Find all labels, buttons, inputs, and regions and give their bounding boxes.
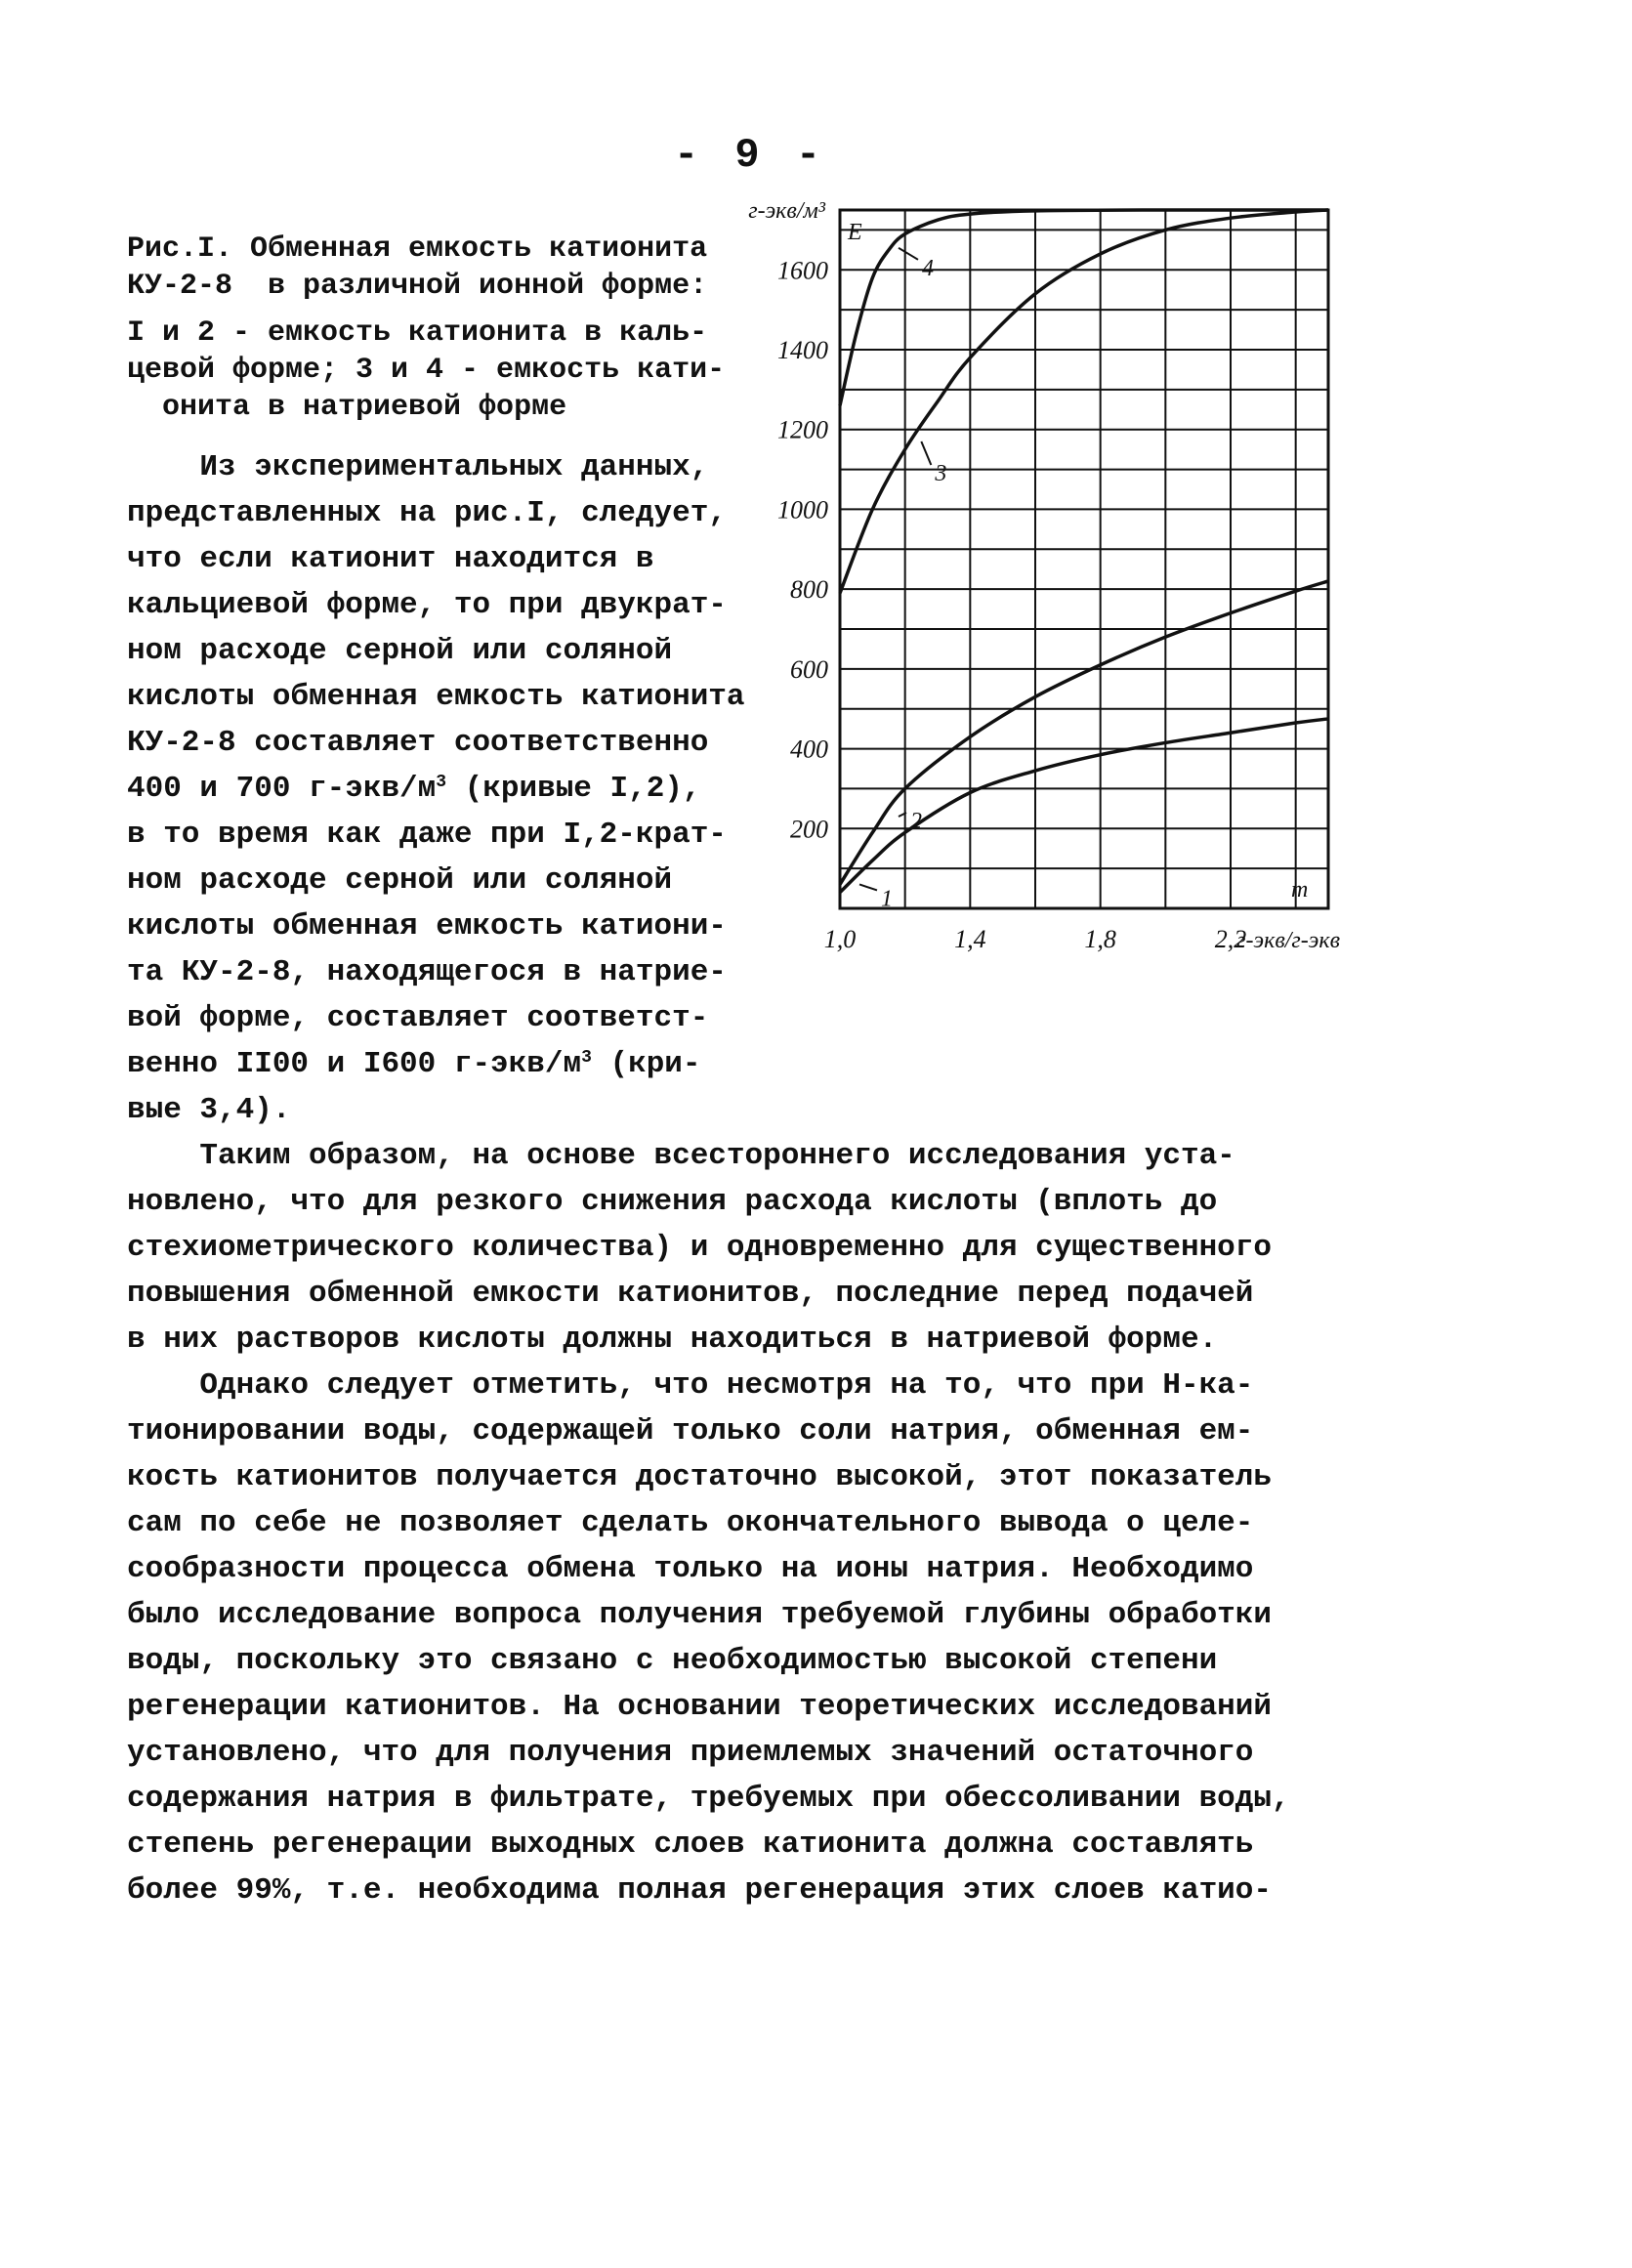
curve-label-2: 2 <box>910 809 922 835</box>
text-line: ном расходе серной или соляной <box>127 634 673 668</box>
figure-caption <box>127 231 752 426</box>
text-line: в то время как даже при I,2-крат- <box>127 818 727 852</box>
y-axis-unit: г-экв/м³ <box>748 198 825 224</box>
caption-line: онита в натриевой форме <box>127 391 567 424</box>
y-axis-symbol: E <box>848 220 862 245</box>
text-fragment: 400 и 700 г-экв/м <box>127 772 437 806</box>
y-tick-label: 1600 <box>777 256 828 285</box>
text-line: сообразности процесса обмена только на ионы натрия. Необходимо <box>127 1552 1254 1586</box>
text-line: степень регенерации выходных слоев катионита должна составлять <box>127 1827 1254 1862</box>
curve-2 <box>840 581 1328 885</box>
text-line: вой форме, составляет соответст- <box>127 1001 709 1035</box>
curve-label-leader <box>921 441 931 465</box>
caption-line: Рис.I. Обменная емкость катионита <box>127 232 708 266</box>
y-tick-label: 800 <box>790 575 828 605</box>
curve-label-leader <box>899 248 918 260</box>
text-line: та КУ-2-8, находящегося в натрие- <box>127 955 727 989</box>
text-line: сам по себе не позволяет сделать окончательного вывода о целе- <box>127 1506 1254 1540</box>
text-line: тионировании воды, содержащей только соли натрия, обменная ем- <box>127 1414 1254 1449</box>
text-line: было исследование вопроса получения требуемой глубины обработки <box>127 1598 1272 1632</box>
x-tick-label: 2,2 <box>1214 925 1247 953</box>
curve-label-leader <box>859 884 877 890</box>
text-line: вые 3,4). <box>127 1093 291 1127</box>
intro-paragraph <box>127 444 772 1133</box>
text-line: содержания натрия в фильтрате, требуемых при обессоливании воды, <box>127 1782 1290 1816</box>
chart-svg <box>723 186 1387 996</box>
curve-label-4: 4 <box>922 255 934 281</box>
superscript: 3 <box>581 1048 592 1068</box>
curve-4 <box>840 210 1328 405</box>
curve-label-3: 3 <box>935 460 947 486</box>
y-tick-label: 1200 <box>777 415 828 444</box>
x-axis-symbol: m <box>1291 877 1309 903</box>
curve-label-1: 1 <box>881 886 893 912</box>
text-line: стехиометрического количества) и одновременно для существенного <box>127 1231 1272 1265</box>
x-tick-label: 1,0 <box>823 925 857 953</box>
text-line: кость катионитов получается достаточно высокой, этот показатель <box>127 1460 1272 1494</box>
text-line: Из экспериментальных данных, <box>127 450 709 484</box>
page-number: - 9 - <box>674 132 827 179</box>
caption-line: I и 2 - емкость катионита в каль- <box>127 316 708 350</box>
y-tick-label: 1400 <box>777 336 828 364</box>
text-fragment: (кривые I,2), <box>446 772 701 806</box>
y-tick-label: 600 <box>790 654 828 684</box>
text-line: воды, поскольку это связано с необходимостью высокой степени <box>127 1644 1218 1678</box>
text-line: КУ-2-8 составляет соответственно <box>127 726 709 760</box>
text-line: кислоты обменная емкость катиони- <box>127 909 727 944</box>
text-line: ном расходе серной или соляной <box>127 863 673 898</box>
text-line: новлено, что для резкого снижения расхода кислоты (вплоть до <box>127 1185 1218 1219</box>
caption-line: цевой форме; 3 и 4 - емкость кати- <box>127 354 726 387</box>
text-line: регенерации катионитов. На основании теоретических исследований <box>127 1690 1272 1724</box>
curve-3 <box>840 210 1328 593</box>
curve-1 <box>840 719 1328 893</box>
x-tick-label: 1,4 <box>954 925 986 953</box>
y-tick-label: 200 <box>790 815 828 844</box>
y-tick-label: 1000 <box>777 495 828 525</box>
text-line <box>127 1041 772 1087</box>
x-tick-label: 1,8 <box>1084 925 1116 953</box>
text-fragment: венно II00 и I600 г-экв/м <box>127 1047 582 1081</box>
text-line: представленных на рис.I, следует, <box>127 496 727 530</box>
plot-frame <box>840 210 1328 908</box>
body-text <box>127 1133 1318 1913</box>
caption-line: КУ-2-8 в различной ионной форме: <box>127 270 708 303</box>
text-line: более 99%, т.е. необходима полная регенерация этих слоев катио- <box>127 1873 1272 1908</box>
text-line: кислоты обменная емкость катионита <box>127 680 745 714</box>
y-tick-label: 400 <box>790 735 828 764</box>
text-line: Таким образом, на основе всестороннего исследования уста- <box>127 1139 1235 1173</box>
text-line <box>127 766 772 812</box>
text-line: Однако следует отметить, что несмотря на то, что при Н-ка- <box>127 1368 1254 1403</box>
text-line: что если катионит находится в <box>127 542 654 576</box>
text-line: кальциевой форме, то при двукрат- <box>127 588 727 622</box>
exchange-capacity-chart <box>723 186 1387 996</box>
text-line: повышения обменной емкости катионитов, последние перед подачей <box>127 1277 1254 1311</box>
text-fragment: (кри- <box>591 1047 701 1081</box>
superscript: 3 <box>436 773 447 792</box>
text-line: в них растворов кислоты должны находиться в натриевой форме. <box>127 1323 1218 1357</box>
x-axis-unit: г-экв/г-экв <box>1236 928 1340 953</box>
text-line: установлено, что для получения приемлемых значений остаточного <box>127 1736 1254 1770</box>
